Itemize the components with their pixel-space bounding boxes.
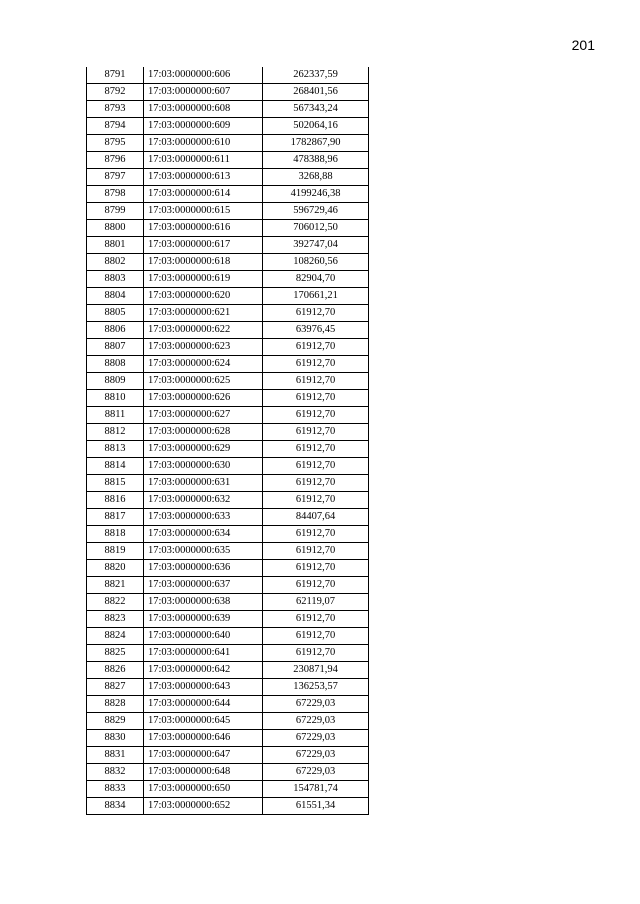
value-cell: 61912,70	[263, 305, 369, 322]
value-cell: 596729,46	[263, 203, 369, 220]
cadastral-number-cell: 17:03:0000000:623	[144, 339, 263, 356]
value-cell: 67229,03	[263, 764, 369, 781]
table-row	[87, 118, 369, 135]
table-row	[87, 441, 369, 458]
row-number-cell: 8794	[87, 118, 144, 135]
value-cell: 67229,03	[263, 713, 369, 730]
row-number-cell: 8799	[87, 203, 144, 220]
table-row	[87, 339, 369, 356]
value-cell: 3268,88	[263, 169, 369, 186]
value-cell: 4199246,38	[263, 186, 369, 203]
table-row	[87, 373, 369, 390]
row-number-cell: 8803	[87, 271, 144, 288]
value-cell: 230871,94	[263, 662, 369, 679]
value-cell: 61912,70	[263, 628, 369, 645]
value-cell: 108260,56	[263, 254, 369, 271]
value-cell: 154781,74	[263, 781, 369, 798]
value-cell: 61912,70	[263, 543, 369, 560]
table-row	[87, 713, 369, 730]
row-number-cell: 8819	[87, 543, 144, 560]
table-row	[87, 577, 369, 594]
cadastral-number-cell: 17:03:0000000:625	[144, 373, 263, 390]
cadastral-number-cell: 17:03:0000000:646	[144, 730, 263, 747]
table-row	[87, 560, 369, 577]
value-cell: 61912,70	[263, 373, 369, 390]
table-row	[87, 764, 369, 781]
value-cell: 478388,96	[263, 152, 369, 169]
row-number-cell: 8822	[87, 594, 144, 611]
value-cell: 170661,21	[263, 288, 369, 305]
row-number-cell: 8818	[87, 526, 144, 543]
cadastral-number-cell: 17:03:0000000:621	[144, 305, 263, 322]
row-number-cell: 8810	[87, 390, 144, 407]
value-cell: 67229,03	[263, 730, 369, 747]
cadastral-number-cell: 17:03:0000000:628	[144, 424, 263, 441]
row-number-cell: 8815	[87, 475, 144, 492]
value-cell: 706012,50	[263, 220, 369, 237]
value-cell: 61912,70	[263, 407, 369, 424]
table-row	[87, 407, 369, 424]
value-cell: 61912,70	[263, 645, 369, 662]
value-cell: 392747,04	[263, 237, 369, 254]
row-number-cell: 8834	[87, 798, 144, 815]
cadastral-number-cell: 17:03:0000000:648	[144, 764, 263, 781]
page-number: 201	[571, 37, 595, 53]
table-row	[87, 645, 369, 662]
table-row	[87, 169, 369, 186]
value-cell: 61912,70	[263, 441, 369, 458]
value-cell: 61912,70	[263, 390, 369, 407]
value-cell: 61912,70	[263, 577, 369, 594]
table-row	[87, 237, 369, 254]
data-table	[86, 67, 369, 815]
cadastral-number-cell: 17:03:0000000:631	[144, 475, 263, 492]
cadastral-number-cell: 17:03:0000000:652	[144, 798, 263, 815]
cadastral-number-cell: 17:03:0000000:637	[144, 577, 263, 594]
cadastral-number-cell: 17:03:0000000:619	[144, 271, 263, 288]
table-row	[87, 798, 369, 815]
cadastral-number-cell: 17:03:0000000:642	[144, 662, 263, 679]
table-row	[87, 322, 369, 339]
cadastral-number-cell: 17:03:0000000:634	[144, 526, 263, 543]
table-row	[87, 475, 369, 492]
value-cell: 61912,70	[263, 475, 369, 492]
value-cell: 82904,70	[263, 271, 369, 288]
value-cell: 61912,70	[263, 339, 369, 356]
row-number-cell: 8796	[87, 152, 144, 169]
value-cell: 268401,56	[263, 84, 369, 101]
cadastral-number-cell: 17:03:0000000:616	[144, 220, 263, 237]
value-cell: 262337,59	[263, 67, 369, 84]
cadastral-number-cell: 17:03:0000000:613	[144, 169, 263, 186]
value-cell: 63976,45	[263, 322, 369, 339]
cadastral-number-cell: 17:03:0000000:627	[144, 407, 263, 424]
row-number-cell: 8825	[87, 645, 144, 662]
value-cell: 62119,07	[263, 594, 369, 611]
cadastral-number-cell: 17:03:0000000:640	[144, 628, 263, 645]
row-number-cell: 8798	[87, 186, 144, 203]
cadastral-number-cell: 17:03:0000000:629	[144, 441, 263, 458]
cadastral-number-cell: 17:03:0000000:606	[144, 67, 263, 84]
row-number-cell: 8793	[87, 101, 144, 118]
cadastral-number-cell: 17:03:0000000:620	[144, 288, 263, 305]
table-row	[87, 356, 369, 373]
cadastral-number-cell: 17:03:0000000:630	[144, 458, 263, 475]
value-cell: 61912,70	[263, 424, 369, 441]
cadastral-number-cell: 17:03:0000000:644	[144, 696, 263, 713]
row-number-cell: 8811	[87, 407, 144, 424]
row-number-cell: 8814	[87, 458, 144, 475]
value-cell: 136253,57	[263, 679, 369, 696]
cadastral-number-cell: 17:03:0000000:611	[144, 152, 263, 169]
table-row	[87, 628, 369, 645]
value-cell: 61912,70	[263, 526, 369, 543]
table-row	[87, 135, 369, 152]
row-number-cell: 8813	[87, 441, 144, 458]
cadastral-number-cell: 17:03:0000000:615	[144, 203, 263, 220]
row-number-cell: 8828	[87, 696, 144, 713]
row-number-cell: 8817	[87, 509, 144, 526]
row-number-cell: 8830	[87, 730, 144, 747]
row-number-cell: 8795	[87, 135, 144, 152]
row-number-cell: 8808	[87, 356, 144, 373]
row-number-cell: 8791	[87, 67, 144, 84]
table-row	[87, 84, 369, 101]
row-number-cell: 8820	[87, 560, 144, 577]
table-row	[87, 747, 369, 764]
table-row	[87, 152, 369, 169]
row-number-cell: 8823	[87, 611, 144, 628]
row-number-cell: 8812	[87, 424, 144, 441]
table-row	[87, 186, 369, 203]
table-row	[87, 203, 369, 220]
row-number-cell: 8805	[87, 305, 144, 322]
cadastral-number-cell: 17:03:0000000:633	[144, 509, 263, 526]
table-row	[87, 730, 369, 747]
cadastral-number-cell: 17:03:0000000:608	[144, 101, 263, 118]
value-cell: 61912,70	[263, 560, 369, 577]
value-cell: 61912,70	[263, 611, 369, 628]
cadastral-number-cell: 17:03:0000000:643	[144, 679, 263, 696]
table-row	[87, 271, 369, 288]
value-cell: 67229,03	[263, 696, 369, 713]
table-row	[87, 67, 369, 84]
cadastral-number-cell: 17:03:0000000:650	[144, 781, 263, 798]
row-number-cell: 8806	[87, 322, 144, 339]
cadastral-number-cell: 17:03:0000000:622	[144, 322, 263, 339]
cadastral-number-cell: 17:03:0000000:607	[144, 84, 263, 101]
table-row	[87, 424, 369, 441]
cadastral-number-cell: 17:03:0000000:647	[144, 747, 263, 764]
cadastral-number-cell: 17:03:0000000:610	[144, 135, 263, 152]
value-cell: 61912,70	[263, 458, 369, 475]
table-row	[87, 458, 369, 475]
table-row	[87, 611, 369, 628]
row-number-cell: 8833	[87, 781, 144, 798]
value-cell: 61551,34	[263, 798, 369, 815]
cadastral-number-cell: 17:03:0000000:636	[144, 560, 263, 577]
row-number-cell: 8829	[87, 713, 144, 730]
row-number-cell: 8809	[87, 373, 144, 390]
cadastral-number-cell: 17:03:0000000:641	[144, 645, 263, 662]
cadastral-number-cell: 17:03:0000000:614	[144, 186, 263, 203]
table-row	[87, 101, 369, 118]
value-cell: 502064,16	[263, 118, 369, 135]
value-cell: 1782867,90	[263, 135, 369, 152]
row-number-cell: 8807	[87, 339, 144, 356]
table-row	[87, 781, 369, 798]
row-number-cell: 8827	[87, 679, 144, 696]
cadastral-number-cell: 17:03:0000000:638	[144, 594, 263, 611]
cadastral-number-cell: 17:03:0000000:624	[144, 356, 263, 373]
table-row	[87, 390, 369, 407]
value-cell: 67229,03	[263, 747, 369, 764]
table-row	[87, 526, 369, 543]
row-number-cell: 8824	[87, 628, 144, 645]
row-number-cell: 8832	[87, 764, 144, 781]
table-row	[87, 679, 369, 696]
cadastral-number-cell: 17:03:0000000:617	[144, 237, 263, 254]
table-row	[87, 288, 369, 305]
value-cell: 61912,70	[263, 356, 369, 373]
table-body	[87, 67, 369, 815]
cadastral-number-cell: 17:03:0000000:635	[144, 543, 263, 560]
cadastral-number-cell: 17:03:0000000:618	[144, 254, 263, 271]
row-number-cell: 8797	[87, 169, 144, 186]
table-row	[87, 696, 369, 713]
value-cell: 567343,24	[263, 101, 369, 118]
row-number-cell: 8826	[87, 662, 144, 679]
row-number-cell: 8831	[87, 747, 144, 764]
row-number-cell: 8792	[87, 84, 144, 101]
row-number-cell: 8816	[87, 492, 144, 509]
cadastral-number-cell: 17:03:0000000:626	[144, 390, 263, 407]
table-row	[87, 594, 369, 611]
table-row	[87, 662, 369, 679]
cadastral-number-cell: 17:03:0000000:639	[144, 611, 263, 628]
row-number-cell: 8802	[87, 254, 144, 271]
row-number-cell: 8800	[87, 220, 144, 237]
cadastral-number-cell: 17:03:0000000:632	[144, 492, 263, 509]
table-row	[87, 492, 369, 509]
value-cell: 84407,64	[263, 509, 369, 526]
table-row	[87, 543, 369, 560]
table-row	[87, 220, 369, 237]
table-row	[87, 254, 369, 271]
table-row	[87, 509, 369, 526]
cadastral-number-cell: 17:03:0000000:645	[144, 713, 263, 730]
row-number-cell: 8801	[87, 237, 144, 254]
row-number-cell: 8821	[87, 577, 144, 594]
cadastral-number-cell: 17:03:0000000:609	[144, 118, 263, 135]
value-cell: 61912,70	[263, 492, 369, 509]
row-number-cell: 8804	[87, 288, 144, 305]
table-row	[87, 305, 369, 322]
